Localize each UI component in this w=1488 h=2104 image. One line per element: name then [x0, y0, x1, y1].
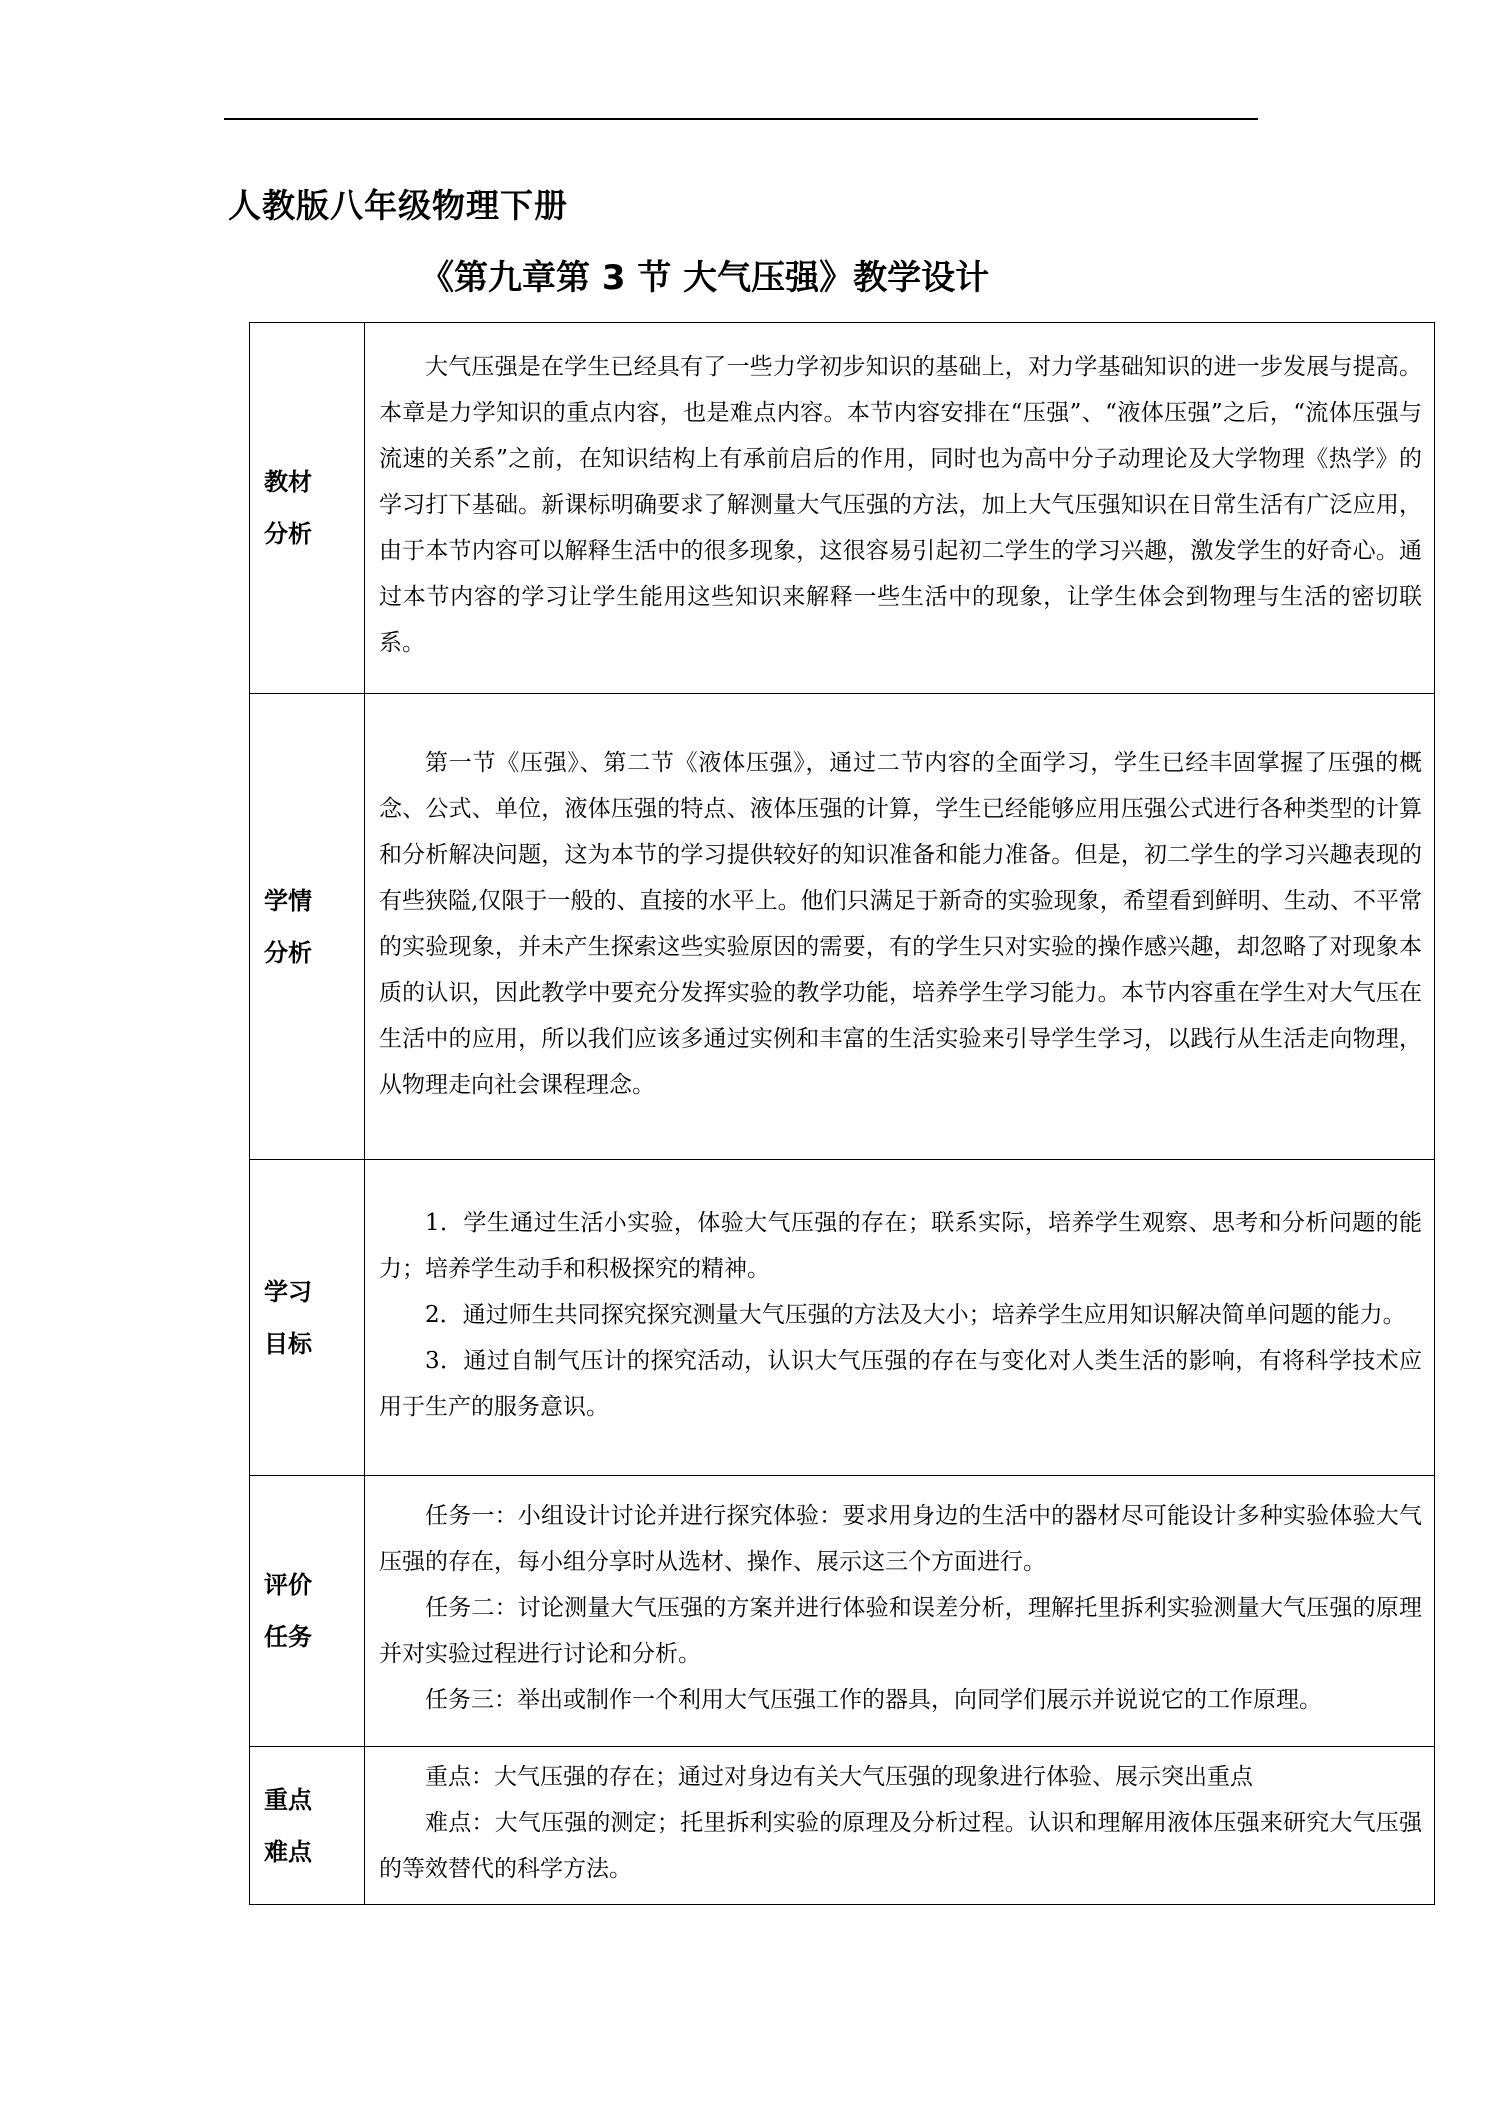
- row-label: [250, 1747, 365, 1905]
- row-label-line: 难点: [264, 1837, 312, 1866]
- document-title: 《第九章第 3 节 大气压强》教学设计: [420, 258, 990, 298]
- row-label-line: 学习: [264, 1277, 312, 1306]
- content-paragraph: 第一节《压强》、第二节《液体压强》，通过二节内容的全面学习，学生已经丰固掌握了压强的概念、公式、单位，液体压强的特点、液体压强的计算，学生已经能够应用压强公式进行各种类型的计算和分析解决问题，这为本节的学习提供较好的知识准备和能力准备。但是，初二学生的学习兴趣表现的有些狭隘,仅限于一般的、直接的水平上。他们只满足于新奇的实验现象，希望看到鲜明、生动、不平常的实验现象，并未产生探索这些实验原因的需要，有的学生只对实验的操作感兴趣，却忽略了对现象本质的认识，因此教学中要充分发挥实验的教学功能，培养学生学习能力。本节内容重在学生对大气压在生活中的应用，所以我们应该多通过实例和丰富的生活实验来引导学生学习，以践行从生活走向物理，从物理走向社会课程理念。: [379, 749, 1422, 1098]
- content-paragraph: 任务二：讨论测量大气压强的方案并进行体验和误差分析，理解托里拆利实验测量大气压强的原理并对实验过程进行讨论和分析。: [379, 1595, 1422, 1667]
- content-paragraph: 2．通过师生共同探究探究测量大气压强的方法及大小；培养学生应用知识解决简单问题的能力。: [425, 1301, 1406, 1328]
- row-label-line: 重点: [264, 1785, 312, 1814]
- content-paragraph: 1．学生通过生活小实验，体验大气压强的存在；联系实际，培养学生观察、思考和分析问题的能力；培养学生动手和积极探究的精神。: [379, 1209, 1422, 1282]
- row-label: [250, 1160, 365, 1476]
- row-label-line: 评价: [264, 1571, 312, 1599]
- content-paragraph: 3．通过自制气压计的探究活动，认识大气压强的存在与变化对人类生活的影响，有将科学技术应用于生产的服务意识。: [379, 1347, 1422, 1420]
- header-rule: [224, 118, 1258, 120]
- row-content: [365, 1160, 1435, 1476]
- row-label-line: 任务: [264, 1623, 312, 1651]
- row-content: [365, 694, 1435, 1160]
- content-paragraph: 任务一：小组设计讨论并进行探究体验：要求用身边的生活中的器材尽可能设计多种实验体验大气压强的存在，每小组分享时从选材、操作、展示这三个方面进行。: [379, 1503, 1422, 1575]
- row-label-line: 学情: [264, 886, 312, 915]
- table-row-student-analysis: [250, 694, 1435, 1160]
- row-label: [250, 323, 365, 694]
- row-label-line: 分析: [264, 520, 312, 548]
- table-row-key-points: [250, 1747, 1435, 1905]
- content-paragraph: 重点：大气压强的存在；通过对身边有关大气压强的现象进行体验、展示突出重点: [425, 1763, 1253, 1790]
- content-paragraph: 大气压强是在学生已经具有了一些力学初步知识的基础上，对力学基础知识的进一步发展与提高。本章是力学知识的重点内容，也是难点内容。本节内容安排在“压强”、“液体压强”之后，“流体压强与流速的关系”之前，在知识结构上有承前启后的作用，同时也为高中分子动理论及大学物理《热学》的学习打下基础。新课标明确要求了解测量大气压强的方法，加上大气压强知识在日常生活有广泛应用，由于本节内容可以解释生活中的很多现象，这很容易引起初二学生的学习兴趣，激发学生的好奇心。通过本节内容的学习让学生能用这些知识来解释一些生活中的现象，让学生体会到物理与生活的密切联系。: [379, 354, 1422, 656]
- row-label-line: 教材: [264, 468, 312, 496]
- table-row-evaluation-tasks: [250, 1476, 1435, 1747]
- teaching-design-table: [249, 322, 1435, 1905]
- table-row-textbook-analysis: [250, 323, 1435, 694]
- row-content: [365, 1476, 1435, 1747]
- content-paragraph: 难点：大气压强的测定；托里拆利实验的原理及分析过程。认识和理解用液体压强来研究大气压强的等效替代的科学方法。: [379, 1809, 1422, 1882]
- document-subtitle: 人教版八年级物理下册: [228, 186, 568, 225]
- row-label-line: 分析: [264, 938, 312, 967]
- row-label-line: 目标: [264, 1329, 312, 1358]
- row-label: [250, 694, 365, 1160]
- content-paragraph: 任务三：举出或制作一个利用大气压强工作的器具，向同学们展示并说说它的工作原理。: [425, 1687, 1322, 1713]
- row-content: [365, 1747, 1435, 1905]
- table-row-learning-objectives: [250, 1160, 1435, 1476]
- row-content: [365, 323, 1435, 694]
- row-label: [250, 1476, 365, 1747]
